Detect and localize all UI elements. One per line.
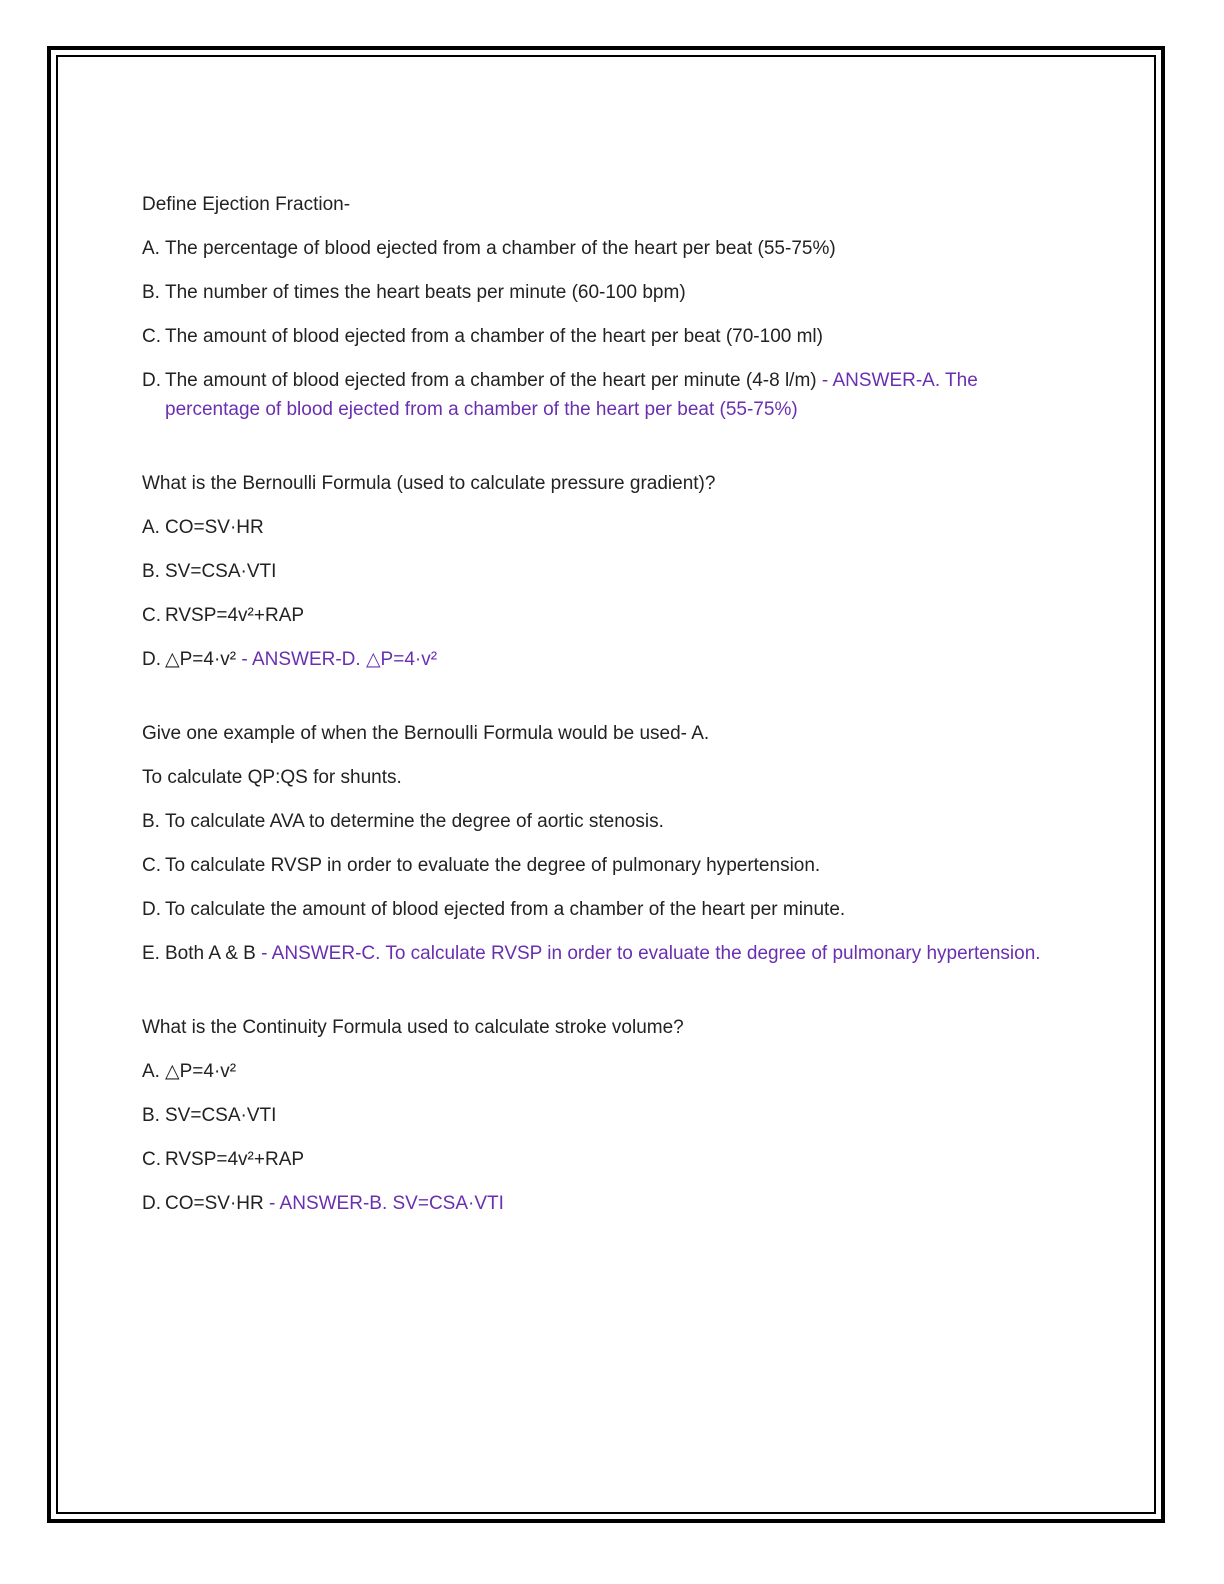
question-3 xyxy=(142,719,1042,968)
option-letter: A. xyxy=(142,517,160,538)
option-letter: A. xyxy=(142,1061,160,1082)
option-c xyxy=(142,851,1042,880)
question-2 xyxy=(142,469,1042,674)
option-d xyxy=(142,1189,1042,1218)
option-letter: D. xyxy=(142,649,161,670)
option-text: To calculate AVA to determine the degree of aortic stenosis. xyxy=(165,811,664,832)
option-b xyxy=(142,807,1042,836)
answer-key: - ANSWER-D. △P=4·v² xyxy=(241,649,438,670)
option-a xyxy=(142,513,1042,542)
option-text: △P=4·v² xyxy=(165,1061,237,1082)
option-letter: B. xyxy=(142,1105,160,1126)
option-text: Both A & B xyxy=(165,943,262,964)
option-d xyxy=(142,895,1042,924)
question-1 xyxy=(142,190,1042,424)
question-prompt-continued: To calculate QP:QS for shunts. xyxy=(142,767,402,788)
option-text: RVSP=4v²+RAP xyxy=(165,1149,305,1170)
spacer xyxy=(142,439,1042,469)
option-letter: D. xyxy=(142,899,161,920)
option-b xyxy=(142,557,1042,586)
option-e xyxy=(142,939,1042,968)
option-text: SV=CSA·VTI xyxy=(165,561,277,582)
option-c xyxy=(142,601,1042,630)
option-a xyxy=(142,234,1042,263)
option-text: SV=CSA·VTI xyxy=(165,1105,277,1126)
option-letter: D. xyxy=(142,370,161,391)
option-b xyxy=(142,1101,1042,1130)
answer-key: - ANSWER-A. The percentage of blood ejected from a chamber of the heart per beat (55-75%) xyxy=(165,370,978,420)
option-letter: D. xyxy=(142,1193,161,1214)
option-text: RVSP=4v²+RAP xyxy=(165,605,305,626)
option-letter: C. xyxy=(142,326,161,347)
option-text-with-answer xyxy=(165,939,1042,968)
option-text: CO=SV·HR xyxy=(165,517,264,538)
option-text: CO=SV·HR xyxy=(165,1193,269,1214)
option-text: To calculate RVSP in order to evaluate the degree of pulmonary hypertension. xyxy=(165,855,821,876)
option-d xyxy=(142,645,1042,674)
option-letter: C. xyxy=(142,855,161,876)
question-prompt: What is the Bernoulli Formula (used to calculate pressure gradient)? xyxy=(142,473,716,494)
option-text: To calculate the amount of blood ejected from a chamber of the heart per minute. xyxy=(165,899,846,920)
option-text: The percentage of blood ejected from a chamber of the heart per beat (55-75%) xyxy=(165,238,836,259)
option-letter: B. xyxy=(142,561,160,582)
option-text-with-answer xyxy=(165,645,1042,674)
option-letter: B. xyxy=(142,811,160,832)
option-text-with-answer xyxy=(165,366,1042,424)
option-d xyxy=(142,366,1042,424)
question-prompt: Give one example of when the Bernoulli Formula would be used- A. xyxy=(142,723,710,744)
option-text: △P=4·v² xyxy=(165,649,242,670)
option-text: The number of times the heart beats per minute (60-100 bpm) xyxy=(165,282,686,303)
answer-key: - ANSWER-C. To calculate RVSP in order to evaluate the degree of pulmonary hypertension. xyxy=(261,943,1041,964)
document-body xyxy=(142,190,1042,1233)
option-b xyxy=(142,278,1042,307)
option-a xyxy=(142,1057,1042,1086)
question-prompt: What is the Continuity Formula used to calculate stroke volume? xyxy=(142,1017,684,1038)
question-prompt: Define Ejection Fraction- xyxy=(142,194,351,215)
option-text: The amount of blood ejected from a chamber of the heart per minute (4-8 l/m) xyxy=(165,370,822,391)
spacer xyxy=(142,983,1042,1013)
option-c xyxy=(142,322,1042,351)
option-c xyxy=(142,1145,1042,1174)
answer-key: - ANSWER-B. SV=CSA·VTI xyxy=(269,1193,504,1214)
spacer xyxy=(142,689,1042,719)
option-letter: C. xyxy=(142,605,161,626)
option-text-with-answer xyxy=(165,1189,1042,1218)
option-letter: B. xyxy=(142,282,160,303)
option-letter: A. xyxy=(142,238,160,259)
option-letter: E. xyxy=(142,943,160,964)
question-4 xyxy=(142,1013,1042,1218)
option-text: The amount of blood ejected from a chamber of the heart per beat (70-100 ml) xyxy=(165,326,823,347)
option-letter: C. xyxy=(142,1149,161,1170)
